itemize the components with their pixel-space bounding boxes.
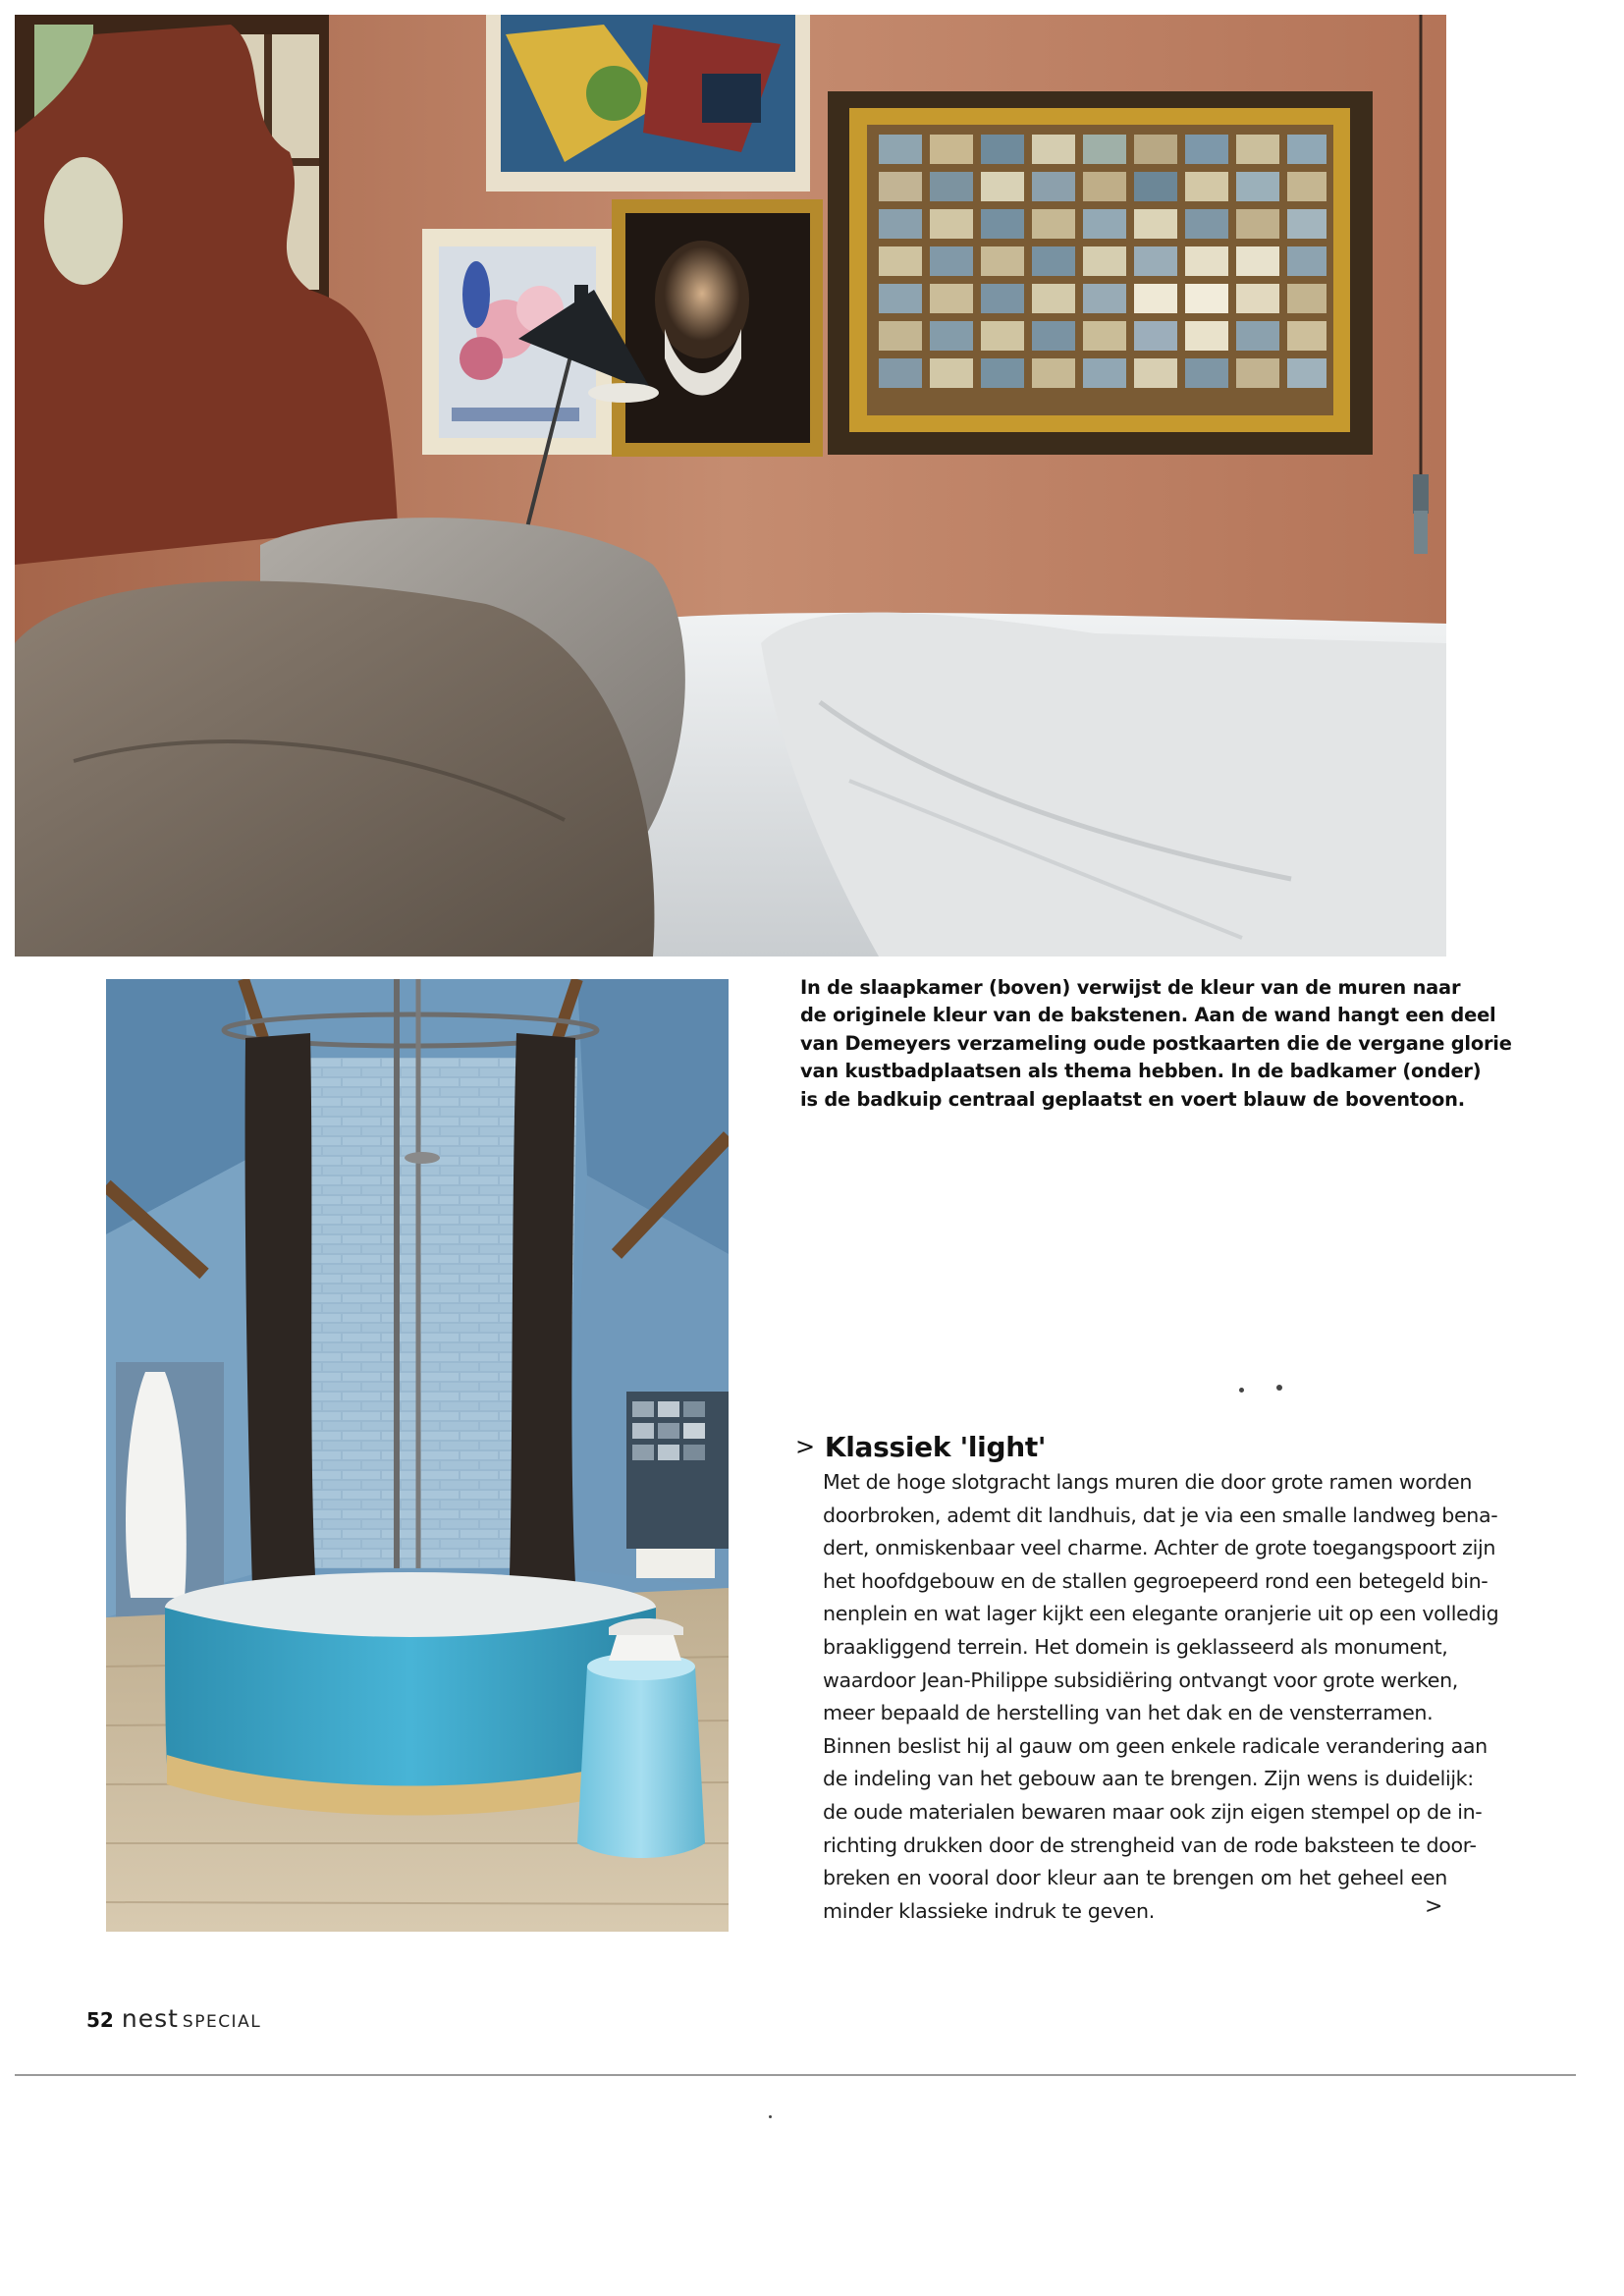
caption-line: van Demeyers verzameling oude postkaarten die de vergane glorie bbox=[800, 1031, 1512, 1055]
caption-line: de originele kleur van de bakstenen. Aan de wand hangt een deel bbox=[800, 1004, 1496, 1027]
article-line: minder klassieke indruk te geven. bbox=[823, 1898, 1155, 1923]
article-line: doorbroken, ademt dit landhuis, dat je via een smalle landweg bena- bbox=[823, 1503, 1498, 1527]
bathroom-photo bbox=[106, 979, 729, 1932]
article-heading-text: Klassiek 'light' bbox=[824, 1431, 1047, 1463]
footer-rule bbox=[15, 2074, 1576, 2076]
caption-line: van kustbadplaatsen als thema hebben. In de badkamer (onder) bbox=[800, 1060, 1482, 1083]
article-line: waardoor Jean-Philippe subsidiëring ontvangt voor grote werken, bbox=[823, 1667, 1458, 1692]
magazine-logo: nest bbox=[121, 2004, 179, 2033]
article-line: braakliggend terrein. Het domein is geklasseerd als monument, bbox=[823, 1634, 1448, 1659]
article-line: de oude materialen bewaren maar ook zijn eigen stempel op de in- bbox=[823, 1799, 1483, 1824]
caption-line: In de slaapkamer (boven) verwijst de kleur van de muren naar bbox=[800, 976, 1461, 999]
article-line: richting drukken door de strengheid van de rode baksteen te door- bbox=[823, 1832, 1477, 1857]
article-line: breken en vooral door kleur aan te brengen om het geheel een bbox=[823, 1866, 1447, 1890]
article-line: de indeling van het gebouw aan te brengen. Zijn wens is duidelijk: bbox=[823, 1767, 1474, 1791]
article-body bbox=[823, 1466, 1499, 1928]
article-line: nenplein en wat lager kijkt een elegante oranjerie uit op een volledig bbox=[823, 1602, 1499, 1626]
scan-speck bbox=[1239, 1388, 1244, 1393]
continue-arrow-icon: > bbox=[1425, 1894, 1443, 1919]
article-line: meer bepaald de herstelling van het dak en de vensterramen. bbox=[823, 1701, 1434, 1725]
article-line: Binnen beslist hij al gauw om geen enkele radicale verandering aan bbox=[823, 1733, 1488, 1758]
scan-speck bbox=[1276, 1385, 1282, 1391]
article-line: het hoofdgebouw en de stallen gegroepeerd rond een betegeld bin- bbox=[823, 1568, 1489, 1593]
caption-line: is de badkuip centraal geplaatst en voert blauw de boventoon. bbox=[800, 1087, 1465, 1111]
scan-speck bbox=[769, 2115, 772, 2118]
bedroom-photo bbox=[15, 15, 1446, 957]
page-footer bbox=[86, 2004, 261, 2033]
article-line: Met de hoge slotgracht langs muren die door grote ramen worden bbox=[823, 1470, 1473, 1494]
article-line: dert, onmiskenbaar veel charme. Achter de grote toegangspoort zijn bbox=[823, 1536, 1496, 1560]
article-heading bbox=[795, 1431, 1046, 1463]
photo-caption bbox=[800, 974, 1512, 1114]
page-number: 52 bbox=[86, 2008, 114, 2032]
section-marker: > bbox=[795, 1433, 815, 1460]
magazine-section: SPECIAL bbox=[182, 2012, 262, 2032]
